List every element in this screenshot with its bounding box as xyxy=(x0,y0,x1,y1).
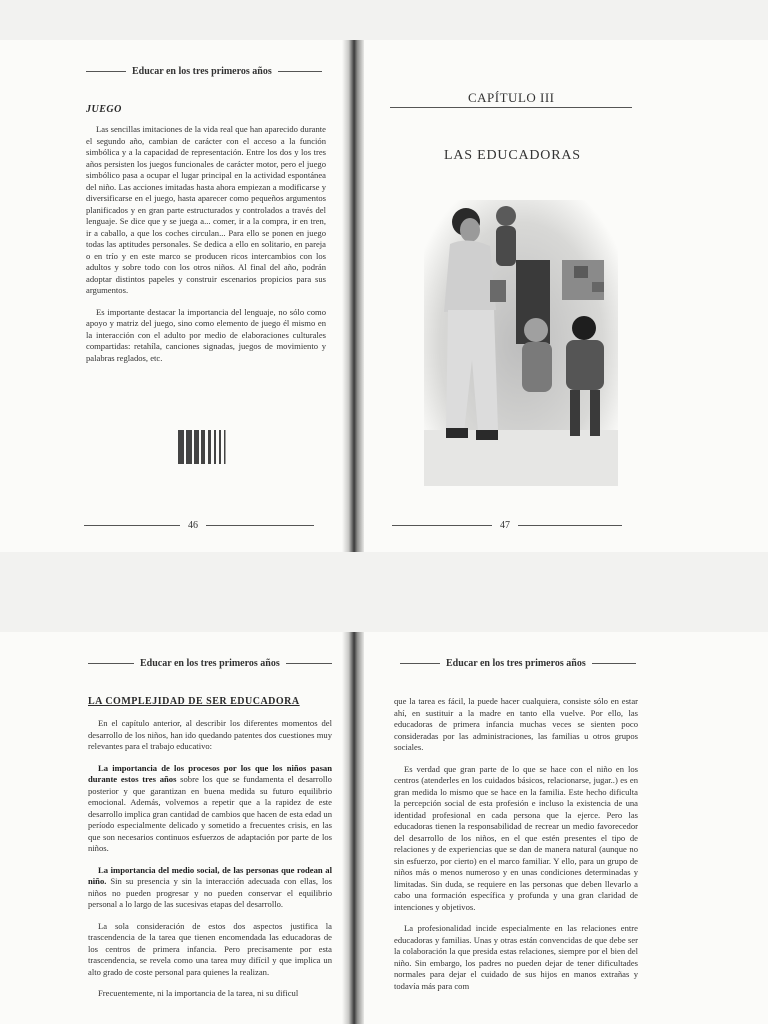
bottom-spread xyxy=(0,632,768,1024)
folio-rule-right xyxy=(518,525,622,526)
body-text xyxy=(394,696,638,1002)
page-46 xyxy=(0,40,342,552)
running-head xyxy=(88,658,332,669)
book-gutter xyxy=(342,40,364,552)
bold-lead: La importancia del medio social, de las personas que rodean al niño. xyxy=(88,864,332,886)
running-head-rule-right xyxy=(278,71,322,72)
section-title-juego: JUEGO xyxy=(86,104,122,115)
paragraph: Frecuentemente, ni la importancia de la tarea, ni su dificul xyxy=(98,988,299,998)
paragraph: La profesionalidad incide especialmente en las relaciones entre educadoras y familias. Unas y otras están convencidas de que debe ser la colaboración la que presida estas relaciones, siempre por el bien del niño. Sin embargo, los padres no pueden dejar de tener dificultades normales para dejar el cuidado de sus hijos en manos extrañas y todavía más para com xyxy=(394,923,638,991)
page-number-47 xyxy=(392,520,622,531)
book-gutter xyxy=(342,632,364,1024)
paragraph: En el capítulo anterior, al describir los diferentes momentos del desarrollo de los niños, han ido quedando patentes dos cuestiones muy relevantes para el trabajo educativo: xyxy=(88,718,332,751)
folio-rule-left xyxy=(84,525,180,526)
running-head xyxy=(400,658,636,669)
page-number: 47 xyxy=(500,520,510,531)
paragraph-text: sobre los que se fundamenta el desarrollo posterior y que garantizan en buena medida su futuro equilibrio emocional. Además, volvemos a repetir que a la rapidez de este desarrollo implica gran cantidad de cambios que hacen de esta edad un período especialmente delicado y sometido a frecuentes crisis, en las que son necesarios continuos esfuerzos de adaptación por parte de los niños. xyxy=(88,774,332,853)
chapter-rule xyxy=(390,107,632,108)
paragraph xyxy=(88,865,332,911)
paragraph: La sola consideración de estos dos aspectos justifica la trascendencia de la tarea que tienen encomendada las educadoras de los centros de primera infancia. Pero precisamente por esta trascendencia, se revela como una tarea muy difícil y que implica un alto grado de coste personal para quienes la realizan. xyxy=(88,920,332,977)
section-end-ornament xyxy=(178,430,230,464)
running-head-rule-right xyxy=(286,663,332,664)
paragraph-text: Sin su presencia y sin la interacción adecuada con ellas, los niños no pueden progresar y no pueden conservar el equilibrio personal a lo largo de las sucesivas etapas del desarrollo. xyxy=(88,876,332,909)
section-title: LA COMPLEJIDAD DE SER EDUCADORA xyxy=(88,696,300,707)
running-head-rule-left xyxy=(400,663,440,664)
running-head-rule-left xyxy=(88,663,134,664)
running-head-rule-left xyxy=(86,71,126,72)
body-text xyxy=(88,718,332,1010)
paragraph: Las sencillas imitaciones de la vida real que han aparecido durante el segundo año, cambian de carácter con el acceso a la función simbólica y a la capacidad de representación. Entre los dos y los tres años persisten los juegos funcionales de carácter motor, pero el juego simbólico pasa a ocupar el lugar principal en la actividad espontánea del niño. Las acciones imitadas hasta ahora empiezan a modificarse y diversificarse en el juego, hasta aparecer como pequeños argumentos planificados y en gran parte estructurados y controlados a través del lenguaje. Se dice que y se juega a... comer, ir a la compra, ir en tren, ir a caballo, a que los coches circulan... Para ello se ponen en juego todas las aptitudes personales. Se dedica a ello en solitario, en pareja o en trío y en este marco se producen ricos intercambios con los adultos y sobre todo con los otros niños. Al final del año, podrán adoptar distintos papeles y construir escenarios propicios para sus argumentos. xyxy=(86,124,326,295)
folio-rule-right xyxy=(206,525,314,526)
chapter-title: LAS EDUCADORAS xyxy=(444,148,581,163)
running-head-text: Educar en los tres primeros años xyxy=(132,66,272,77)
paragraph: Es importante destacar la importancia del lenguaje, no sólo como apoyo y matriz del juego, sino como elemento de juego él mismo en la interacción con el adulto por medio de elaboraciones culturales compartidas: retahíla, canciones signadas, juegos de movimiento y palabras reglados, etc. xyxy=(86,306,326,363)
right-page xyxy=(364,632,768,1024)
paragraph xyxy=(88,763,332,855)
running-head-text: Educar en los tres primeros años xyxy=(140,658,280,669)
running-head-text: Educar en los tres primeros años xyxy=(446,658,586,669)
page-number-46 xyxy=(84,520,314,531)
body-text xyxy=(86,124,326,374)
educator-with-children-photo xyxy=(424,200,618,486)
chapter-label: CAPÍTULO III xyxy=(468,90,555,105)
running-head xyxy=(86,66,322,77)
running-head-rule-right xyxy=(592,663,636,664)
left-page xyxy=(0,632,342,1024)
top-spread xyxy=(0,40,768,552)
page-number: 46 xyxy=(188,520,198,531)
page-47 xyxy=(364,40,768,552)
paragraph: Es verdad que gran parte de lo que se hace con el niño en los centros (atenderles en los cuidados básicos, relacionarse, jugar..) es en gran medida lo mismo que se hace en la familia. Este hecho dificulta la percepción social de esta profesión e incluso la existencia de una identidad profesional en cada persona que la ejerce. Pero las educadoras tienen la responsabilidad de recrear un medio favorecedor del desarrollo de los niños, en el que estén presentes el tipo de relaciones y de experiencias que se dan de manera natural (aunque no sin esfuerzo, por cierto) en el marco familiar. Y ello, para un grupo de niños más o menos numeroso y en unas condiciones determinadas y limitadas. Sin duda, se requiere en las personas que deben llevarlo a cabo una formación específica y profunda y una gran claridad de intenciones y objetivos. xyxy=(394,763,638,912)
bold-lead: La importancia de los procesos por los que los niños pasan durante estos tres años xyxy=(88,762,332,784)
paragraph: que la tarea es fácil, la puede hacer cualquiera, consiste sólo en estar ahí, en sustituir a la madre en tanto ella vuelve. Por ello, las educadoras de primera infancia muchas veces se sienten poco consideradas por las administraciones, las familias u otros grupos sociales. xyxy=(394,696,638,752)
folio-rule-left xyxy=(392,525,492,526)
